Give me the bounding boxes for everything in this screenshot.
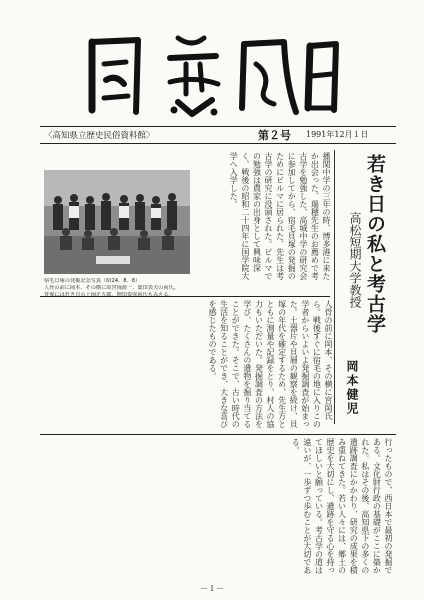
issue-date: 1991年12月１日 — [306, 130, 369, 139]
photo-caption-line: 人骨の前に岡本、その横に故宮岡源一、葉田表夫の両氏。 — [44, 285, 179, 291]
section-rule — [40, 434, 396, 435]
photo-caption-line: 背後には若き日の上岡正五郎、増田泰弥両氏もみえる。 — [44, 292, 174, 298]
article-column-2: 人骨の前に岡本、その横に宮岡氏ら。戦後すぐに宿毛の地に入りこの学者からいよいよ発掘調査が始まった。土器片や貝層の観察を続け、貝塚の年代を確定するため、先生方とともに測量や記録をとり、村人の協力もいただいた。発掘調査の方法を学び、たくさんの遺物を掘り当てることができた。そこで、古い時代の生活を知ることができ、大きな喜びを感じたものである。 — [208, 300, 333, 428]
header-rule-top — [40, 126, 396, 127]
newsletter-logo — [74, 24, 344, 124]
article-column-3: 行ったもので、西日本で最初の発掘である。文化財行政の基礎がここに築かれた。私はその後、高知県下の多くの遺跡調査にかかわり、研究の成果を積み重ねてきた。若い人々には、郷土の歴史を大切にし、遺跡を守る心を持ってほしいと願っている。考古学の道は遠いが、一歩ずつ歩むことが大切である。 — [291, 438, 393, 574]
article-title: 若き日の私と考古学 — [364, 154, 386, 334]
issue-number: 第２号 — [258, 129, 291, 142]
publisher-name: 〈高知県立歴史民俗資料館〉 — [44, 131, 155, 141]
article-column-1: 播関中学の三年の時、博多港に来たか出会った、瑞穂先生のお薦めで考古学を勉強した、高城中学の研究会に参加してから、宿毛貝塚の発掘のためにビルマに居られた、先生は考古学の研究に没頭された。ビルマでの勉強は農家の出身として興味深く、戦後の昭和二十四年に国学院大学へ入学した。 — [229, 152, 331, 280]
author-name: 岡本健児 — [345, 360, 359, 416]
section-rule — [40, 296, 330, 297]
header-rule-bottom — [40, 143, 396, 144]
article-title-box — [334, 150, 395, 424]
author-affiliation: 高松短期大学教授 — [348, 212, 362, 308]
excavation-photo — [44, 170, 190, 274]
photo-caption-title: 宿毛貝塚の発掘記念写真（昭24．8．8） — [44, 278, 141, 284]
page-number: －１－ — [200, 584, 224, 593]
